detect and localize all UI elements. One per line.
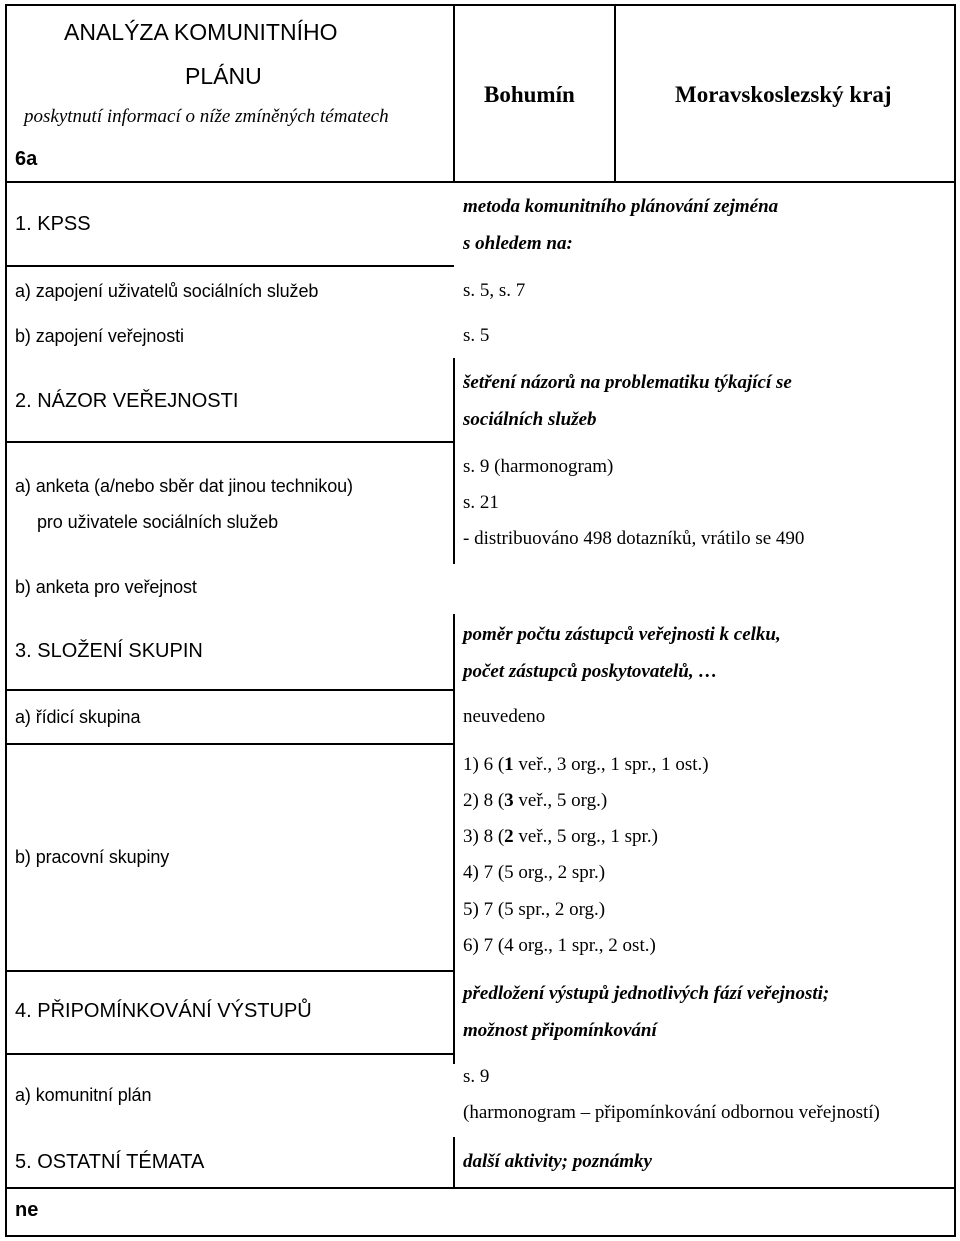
work-group-3 [463, 826, 658, 848]
pripominkovani-criterion-line2: možnost připomínkování [463, 1020, 657, 1041]
work-group-2-rest: veř., 5 org.) [513, 790, 608, 811]
kpss-criterion-line1: metoda komunitního plánování zejména [463, 196, 779, 217]
slozeni-a-label: a) řídicí skupina [15, 707, 141, 727]
work-group-3-public-count: 2 [504, 826, 514, 847]
ostatni-criterion: další aktivity; poznámky [463, 1151, 652, 1172]
work-group-1-total: 1) 6 ( [463, 754, 505, 775]
table-border-right [954, 4, 956, 1237]
section-title-nazor: 2. NÁZOR VEŘEJNOSTI [15, 390, 239, 412]
document-subtitle: poskytnutí informací o níže zmíněných tématech [24, 106, 389, 127]
pripominkovani-criterion-line1: předložení výstupů jednotlivých fází veřejnosti; [463, 983, 830, 1004]
kpss-criterion-line2: s ohledem na: [463, 233, 573, 254]
kpss-b-value: s. 5 [463, 325, 490, 346]
work-group-5 [463, 899, 605, 921]
header-divider [5, 181, 956, 183]
work-group-4 [463, 862, 605, 884]
kpss-title-divider [5, 265, 454, 267]
work-group-5-text: 5) 7 (5 spr., 2 org.) [463, 899, 606, 920]
kpss-b-label: b) zapojení veřejnosti [15, 326, 184, 346]
slozeni-criterion-line2: počet zástupců poskytovatelů, … [463, 661, 718, 682]
kpss-a-label: a) zapojení uživatelů sociálních služeb [15, 281, 319, 301]
work-group-1 [463, 754, 709, 776]
nazor-a-value-line1: s. 9 (harmonogram) [463, 456, 614, 477]
slozeni-title-divider [5, 689, 454, 691]
work-group-3-rest: veř., 5 org., 1 spr.) [513, 826, 658, 847]
nazor-b-label: b) anketa pro veřejnost [15, 577, 197, 597]
pripominkovani-title-divider [5, 1053, 454, 1055]
nazor-a-value-line3: - distribuováno 498 dotazníků, vrátilo se 490 [463, 528, 805, 549]
work-group-2-public-count: 3 [504, 790, 514, 811]
work-group-6-text: 6) 7 (4 org., 1 spr., 2 ost.) [463, 935, 656, 956]
ostatni-value: ne [15, 1199, 39, 1221]
nazor-col-divider [453, 358, 455, 564]
nazor-a-value-line2: s. 21 [463, 492, 499, 513]
document-code: 6a [15, 148, 38, 170]
section-title-ostatni: 5. OSTATNÍ TÉMATA [15, 1151, 205, 1173]
kpss-a-value: s. 5, s. 7 [463, 280, 526, 301]
ostatni-divider [5, 1187, 956, 1189]
section-title-pripominkovani: 4. PŘIPOMÍNKOVÁNÍ VÝSTUPŮ [15, 1000, 312, 1022]
nazor-a-label-line1: a) anketa (a/nebo sběr dat jinou technikou) [15, 476, 353, 496]
slozeni-b-divider [5, 970, 454, 972]
section-title-slozeni: 3. SLOŽENÍ SKUPIN [15, 640, 203, 662]
work-group-1-public-count: 1 [504, 754, 514, 775]
section-title-kpss: 1. KPSS [15, 213, 91, 235]
pripominkovani-a-label: a) komunitní plán [15, 1085, 152, 1105]
slozeni-criterion-line1: poměr počtu zástupců veřejnosti k celku, [463, 624, 781, 645]
work-group-6 [463, 935, 656, 957]
city-name: Bohumín [484, 82, 575, 107]
pripominkovani-a-value-line1: s. 9 [463, 1066, 490, 1087]
nazor-criterion-line1: šetření názorů na problematiku týkající se [463, 372, 792, 393]
header-col-divider-1 [453, 4, 455, 181]
slozeni-col-divider [453, 614, 455, 1064]
header-col-divider-2 [614, 4, 616, 181]
slozeni-a-value: neuvedeno [463, 706, 546, 727]
work-group-1-rest: veř., 3 org., 1 spr., 1 ost.) [513, 754, 709, 775]
nazor-title-divider [5, 441, 454, 443]
work-group-4-text: 4) 7 (5 org., 2 spr.) [463, 862, 606, 883]
document-title-line1: ANALÝZA KOMUNITNÍHO [64, 19, 338, 45]
nazor-criterion-line2: sociálních služeb [463, 409, 597, 430]
table-border-top [5, 4, 956, 6]
slozeni-b-label: b) pracovní skupiny [15, 847, 170, 867]
region-name: Moravskoslezský kraj [675, 82, 892, 107]
slozeni-a-divider [5, 743, 454, 745]
work-group-2 [463, 790, 607, 812]
ostatni-col-divider [453, 1137, 455, 1188]
document-title-line2: PLÁNU [185, 63, 262, 89]
work-group-2-total: 2) 8 ( [463, 790, 505, 811]
table-border-bottom [5, 1235, 956, 1237]
work-group-3-total: 3) 8 ( [463, 826, 505, 847]
pripominkovani-a-value-line2: (harmonogram – připomínkování odbornou veřejností) [463, 1102, 880, 1123]
nazor-a-label-line2: pro uživatele sociálních služeb [37, 512, 279, 532]
